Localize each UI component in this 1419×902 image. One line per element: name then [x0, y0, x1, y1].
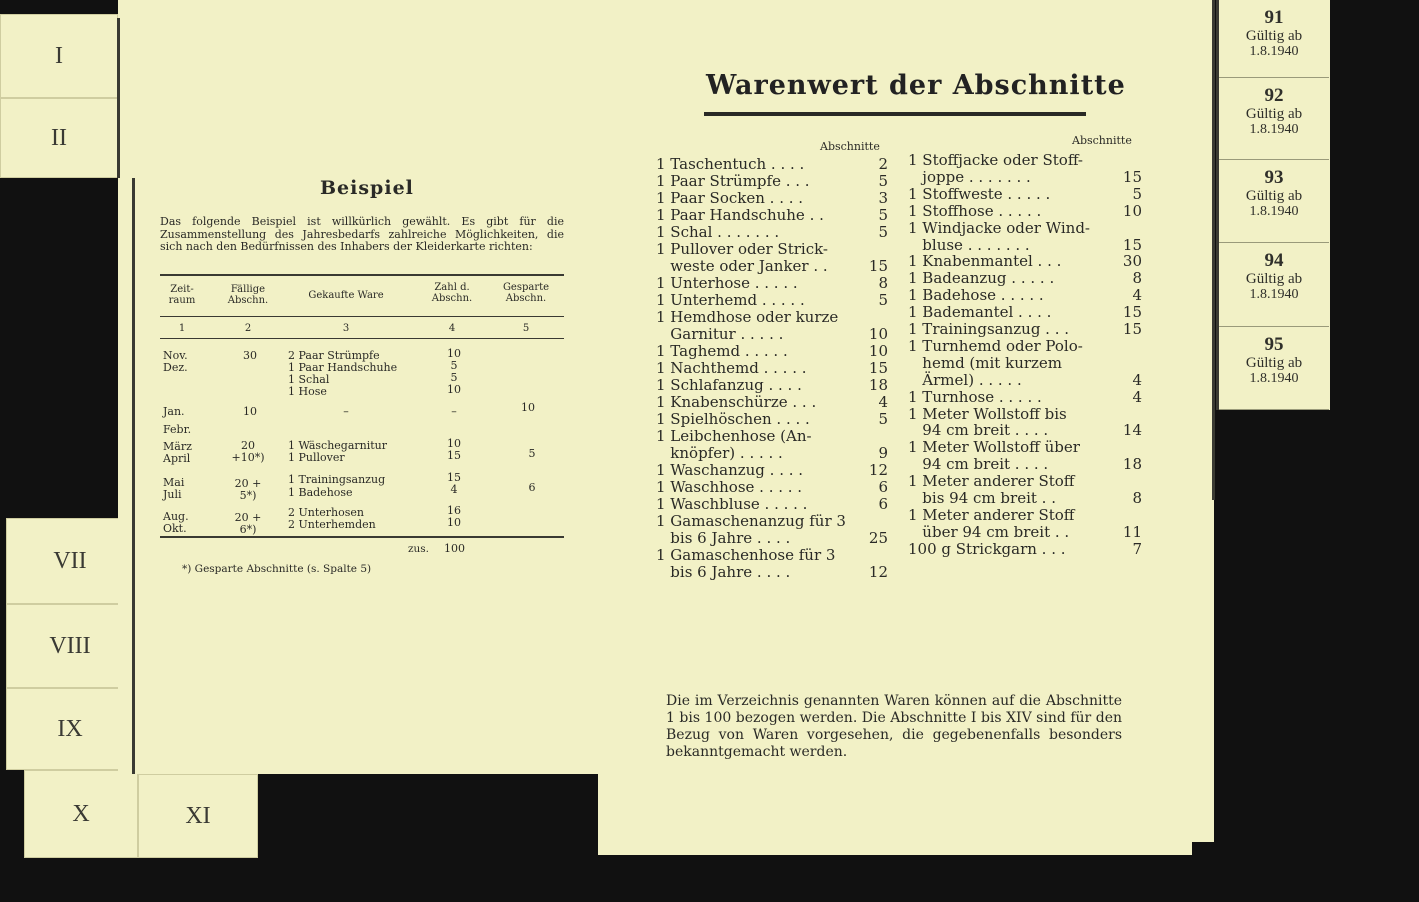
- list-item: [908, 338, 1142, 354]
- table-row-due: 20 + 5*): [234, 477, 262, 502]
- coupon-VII: [6, 518, 134, 604]
- item-value: 11: [1122, 522, 1142, 541]
- item-text: 1 Meter anderer Stoff: [908, 505, 1075, 524]
- list-item: [656, 224, 888, 240]
- item-text: 1 Badeanzug . . . . .: [908, 269, 1055, 288]
- colnum: 1: [178, 323, 186, 334]
- stub-date: 1.8.1940: [1249, 204, 1299, 219]
- item-text: 1 Taghemd . . . . .: [656, 342, 788, 360]
- list-item: [656, 241, 888, 257]
- table-bottom-rule: [160, 536, 564, 538]
- item-value: 5: [878, 206, 888, 224]
- item-text: hemd (mit kurzem: [908, 353, 1063, 372]
- list-item: [908, 253, 1142, 269]
- list-item: [908, 541, 1142, 557]
- item-text: Garnitur . . . . .: [656, 325, 784, 343]
- table-row-item: 1 Trainingsanzug: [288, 473, 386, 486]
- item-value: 4: [878, 393, 888, 411]
- th-zahl: Zahl d. Abschn.: [431, 282, 473, 304]
- list-item: [656, 564, 888, 580]
- list-item: [656, 207, 888, 223]
- stub-label: Gültig ab: [1245, 355, 1303, 371]
- list-item: [656, 496, 888, 512]
- item-text: 100 g Strickgarn . . .: [908, 539, 1066, 558]
- table-row-due: 20 + 6*): [234, 511, 262, 536]
- item-value: 18: [868, 376, 888, 394]
- item-value: 5: [878, 410, 888, 428]
- table-row-item: 1 Wäschegarnitur: [288, 439, 388, 452]
- list-item: [656, 326, 888, 342]
- footnote: *) Gesparte Abschnitte (s. Spalte 5): [182, 563, 372, 575]
- table-row-count: 10: [447, 437, 461, 450]
- list-item: [656, 428, 888, 444]
- coupon-X: [24, 770, 138, 858]
- stub-label: Gültig ab: [1245, 271, 1303, 287]
- coupon-label: II: [51, 124, 67, 151]
- list-item: [908, 422, 1142, 438]
- column-header-right: Abschnitte: [1072, 134, 1132, 147]
- list-item: [656, 530, 888, 546]
- coupon-IX: [6, 688, 134, 770]
- list-item: [656, 343, 888, 359]
- item-value: 10: [868, 342, 888, 360]
- list-item: [908, 287, 1142, 303]
- table-row-item: 1 Schal: [288, 373, 330, 386]
- item-value: 4: [1132, 370, 1142, 389]
- item-text: bis 6 Jahre . . . .: [656, 529, 791, 547]
- item-value: 15: [868, 257, 888, 275]
- item-text: 94 cm breit . . . .: [908, 421, 1049, 440]
- item-text: 1 Paar Socken . . . .: [656, 189, 804, 207]
- item-value: 8: [878, 274, 888, 292]
- item-text: 1 Waschbluse . . . . .: [656, 495, 808, 513]
- table-top-rule: [160, 274, 564, 276]
- stub-num: 93: [1264, 167, 1284, 188]
- item-text: 1 Unterhemd . . . . .: [656, 291, 805, 309]
- item-value: 4: [1132, 387, 1142, 406]
- item-value: 9: [878, 444, 888, 462]
- stub-date: 1.8.1940: [1249, 44, 1299, 59]
- item-value: 3: [878, 189, 888, 207]
- item-text: 1 Paar Handschuhe . .: [656, 206, 824, 224]
- item-text: 1 Meter Wollstoff bis: [908, 404, 1067, 423]
- item-value: 10: [868, 325, 888, 343]
- list-item: [656, 275, 888, 291]
- table-row-count: 5: [450, 371, 458, 384]
- beispiel-intro: Das folgende Beispiel ist willkürlich gewählt. Es gibt für die Zusammenstellung des Jahresbedarfs zahlreiche Möglichkeiten, die sich nach den Bedürfnissen des Inhabers der Kleiderkarte richten:: [160, 215, 564, 253]
- item-value: 10: [1122, 201, 1142, 220]
- colnum: 3: [342, 323, 350, 334]
- list-item: [908, 406, 1142, 422]
- table-row-count: 15: [447, 471, 461, 484]
- list-item: [908, 456, 1142, 472]
- table-row-period: Febr.: [163, 423, 192, 436]
- stub-num: 95: [1264, 334, 1284, 355]
- list-item: [908, 203, 1142, 219]
- table-row-period: März April: [163, 440, 192, 465]
- stub-92: [1219, 78, 1329, 160]
- list-item: [908, 507, 1142, 523]
- list-item: [908, 237, 1142, 253]
- list-item: [908, 490, 1142, 506]
- list-item: [656, 513, 888, 529]
- table-row-item: 1 Hose: [288, 385, 327, 398]
- item-text: bluse . . . . . . .: [908, 235, 1030, 254]
- table-row-period: Nov. Dez.: [163, 349, 188, 374]
- list-item: [908, 304, 1142, 320]
- item-text: 1 Waschhose . . . . .: [656, 478, 803, 496]
- item-value: 15: [1122, 235, 1142, 254]
- table-row-period: Mai Juli: [163, 476, 185, 501]
- title-underline: [704, 112, 1086, 116]
- list-item: [656, 190, 888, 206]
- item-value: 25: [868, 529, 888, 547]
- stub-date: 1.8.1940: [1249, 287, 1299, 302]
- item-value: 4: [1132, 286, 1142, 305]
- list-item: [656, 547, 888, 563]
- coupon-label: X: [72, 800, 90, 827]
- warenwert-page-edge: [1192, 0, 1214, 842]
- item-value: 8: [1132, 269, 1142, 288]
- item-text: 1 Taschentuch . . . .: [656, 155, 805, 173]
- table-colnum-rule: [160, 338, 564, 339]
- item-text: 1 Schlafanzug . . . .: [656, 376, 802, 394]
- list-item: [656, 156, 888, 172]
- list-item: [656, 360, 888, 376]
- item-text: 1 Gamaschenhose für 3: [656, 546, 836, 564]
- table-row-due: 10: [243, 405, 257, 418]
- colnum: 5: [522, 323, 530, 334]
- coupon-label: I: [55, 42, 63, 69]
- item-text: 1 Bademantel . . . .: [908, 303, 1052, 322]
- item-text: 1 Hemdhose oder kurze: [656, 308, 839, 326]
- stub-93: [1219, 160, 1329, 243]
- list-item: [656, 479, 888, 495]
- warenwert-title: Warenwert der Abschnitte: [706, 70, 1126, 101]
- list-item: [656, 462, 888, 478]
- table-row-count: –: [451, 405, 457, 418]
- stub-num: 94: [1264, 250, 1284, 271]
- table-row-count: 4: [450, 483, 458, 496]
- item-text: 1 Meter anderer Stoff: [908, 472, 1075, 491]
- page-border: [132, 178, 135, 774]
- item-value: 30: [1122, 252, 1142, 271]
- coupon-II: [0, 98, 118, 178]
- item-text: 1 Knabenschürze . . .: [656, 393, 817, 411]
- stub-91: [1219, 0, 1329, 78]
- page-border: [117, 18, 120, 178]
- th-faellig: Fällige Abschn.: [227, 284, 269, 306]
- item-text: 1 Unterhose . . . . .: [656, 274, 798, 292]
- item-text: 1 Spielhöschen . . . .: [656, 410, 810, 428]
- table-row-item: –: [343, 405, 349, 418]
- list-item: [908, 186, 1142, 202]
- table-row-count: 10: [447, 516, 461, 529]
- item-value: 5: [878, 172, 888, 190]
- coupon-I: [0, 14, 118, 98]
- column-header-left: Abschnitte: [820, 140, 880, 153]
- item-text: 1 Trainingsanzug . . .: [908, 320, 1070, 338]
- item-text: bis 94 cm breit . .: [908, 489, 1056, 507]
- item-text: über 94 cm breit . .: [908, 522, 1070, 541]
- th-ware: Gekaufte Ware: [308, 290, 384, 301]
- list-item: [656, 173, 888, 189]
- item-text: 1 Pullover oder Strick-: [656, 240, 828, 258]
- table-row-due: 30: [243, 349, 257, 362]
- item-text: 1 Meter Wollstoff über: [908, 438, 1080, 457]
- list-item: [908, 169, 1142, 185]
- item-text: 1 Nachthemd . . . . .: [656, 359, 807, 377]
- table-row-item: 1 Badehose: [288, 486, 353, 499]
- stub-94: [1219, 243, 1329, 327]
- item-text: bis 6 Jahre . . . .: [656, 563, 791, 581]
- table-row-count: 10: [447, 347, 461, 360]
- item-value: 5: [878, 291, 888, 309]
- colnum: 4: [448, 323, 456, 334]
- th-zeitraum: Zeit-raum: [168, 284, 196, 306]
- coupon-XI: [138, 774, 258, 858]
- table-row-period: Aug. Okt.: [163, 510, 189, 535]
- list-item: [908, 473, 1142, 489]
- item-value: 5: [1132, 184, 1142, 203]
- coupon-label: VIII: [49, 632, 91, 659]
- item-text: knöpfer) . . . . .: [656, 444, 783, 462]
- beispiel-page: [118, 0, 598, 774]
- item-value: 18: [1122, 455, 1142, 474]
- colnum: 2: [244, 323, 252, 334]
- table-row-saved: 6: [528, 481, 536, 494]
- item-text: 1 Leibchenhose (An-: [656, 427, 812, 445]
- list-item: [656, 309, 888, 325]
- coupon-VIII: [6, 604, 134, 688]
- stub-95: [1219, 327, 1329, 410]
- item-value: 8: [1132, 489, 1142, 507]
- table-row-item: 2 Unterhosen: [288, 506, 364, 519]
- list-item: [908, 270, 1142, 286]
- stub-label: Gültig ab: [1245, 188, 1303, 204]
- item-value: 12: [868, 461, 888, 479]
- table-row-saved: 5: [528, 447, 536, 460]
- item-text: joppe . . . . . . .: [908, 167, 1031, 186]
- item-value: 6: [878, 495, 888, 513]
- total-label: zus.: [408, 543, 430, 555]
- stub-num: 91: [1264, 7, 1284, 28]
- total-value: 100: [444, 542, 465, 555]
- item-text: 1 Windjacke oder Wind-: [908, 218, 1090, 237]
- list-item: [656, 377, 888, 393]
- item-value: 15: [868, 359, 888, 377]
- item-value: 12: [868, 563, 888, 581]
- table-row-count: 10: [447, 383, 461, 396]
- list-item: [656, 258, 888, 274]
- item-text: 1 Schal . . . . . . .: [656, 223, 780, 241]
- list-item: [908, 355, 1142, 371]
- list-item: [908, 152, 1142, 168]
- item-value: 15: [1122, 167, 1142, 186]
- table-row-item: 1 Paar Handschuhe: [288, 361, 398, 374]
- item-text: weste oder Janker . .: [656, 257, 828, 275]
- coupon-label: XI: [185, 802, 211, 829]
- stub-date: 1.8.1940: [1249, 122, 1299, 137]
- table-row-period: Jan.: [163, 405, 185, 418]
- table-row-count: 5: [450, 359, 458, 372]
- coupon-label: IX: [57, 715, 83, 742]
- table-header-rule: [160, 316, 564, 317]
- item-text: 1 Turnhose . . . . .: [908, 387, 1042, 406]
- item-text: 1 Stoffhose . . . . .: [908, 201, 1042, 220]
- list-item: [656, 394, 888, 410]
- list-item: [908, 372, 1142, 388]
- item-value: 6: [878, 478, 888, 496]
- list-item: [908, 220, 1142, 236]
- table-row-count: 15: [447, 449, 461, 462]
- list-item: [908, 439, 1142, 455]
- item-value: 14: [1122, 421, 1142, 440]
- item-text: 1 Paar Strümpfe . . .: [656, 172, 810, 190]
- warenwert-note: Die im Verzeichnis genannten Waren können auf die Abschnitte 1 bis 100 bezogen werden. Die Abschnitte I bis XIV sind für den Bezug von Waren vorgesehen, die gegebenenfalls besonders bekanntgemacht werden.: [666, 693, 1122, 760]
- item-text: 1 Knabenmantel . . .: [908, 252, 1062, 271]
- item-text: Ärmel) . . . . .: [908, 370, 1022, 389]
- item-text: 94 cm breit . . . .: [908, 455, 1049, 474]
- list-item: [656, 411, 888, 427]
- item-value: 15: [1122, 303, 1142, 322]
- beispiel-title: Beispiel: [320, 177, 414, 199]
- coupon-label: VII: [53, 547, 87, 574]
- item-text: 1 Badehose . . . . .: [908, 286, 1044, 305]
- table-row-item: 1 Pullover: [288, 451, 345, 464]
- table-row-count: 16: [447, 504, 461, 517]
- stub-label: Gültig ab: [1245, 106, 1303, 122]
- page-fold: [1212, 0, 1215, 500]
- item-value: 7: [1132, 539, 1142, 558]
- table-row-saved: 10: [521, 401, 535, 414]
- stub-date: 1.8.1940: [1249, 371, 1299, 386]
- table-row-due: 20 +10*): [231, 439, 265, 464]
- item-value: 2: [878, 155, 888, 173]
- list-item: [656, 445, 888, 461]
- list-item: [908, 389, 1142, 405]
- stub-label: Gültig ab: [1245, 28, 1303, 44]
- list-item: [908, 524, 1142, 540]
- item-text: 1 Waschanzug . . . .: [656, 461, 804, 479]
- table-row-item: 2 Paar Strümpfe: [288, 349, 380, 362]
- item-text: 1 Gamaschenanzug für 3: [656, 512, 846, 530]
- stub-num: 92: [1264, 85, 1284, 106]
- list-item: [908, 321, 1142, 337]
- item-text: 1 Stoffjacke oder Stoff-: [908, 151, 1084, 169]
- table-row-item: 2 Unterhemden: [288, 518, 376, 531]
- item-text: 1 Stoffweste . . . . .: [908, 184, 1051, 203]
- item-text: 1 Turnhemd oder Polo-: [908, 336, 1083, 355]
- item-value: 5: [878, 223, 888, 241]
- item-value: 15: [1122, 320, 1142, 338]
- list-item: [656, 292, 888, 308]
- th-gespart: Gesparte Abschn.: [502, 282, 550, 304]
